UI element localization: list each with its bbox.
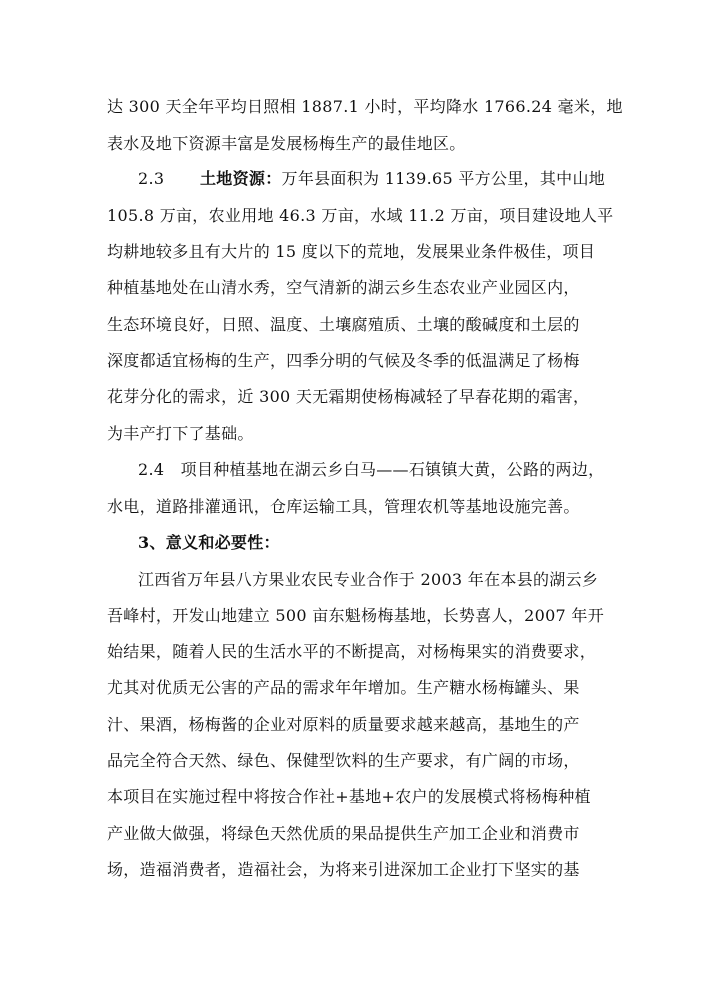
paragraph-line: 花芽分化的需求，近 300 天无霜期使杨梅减轻了早春花期的霜害， bbox=[107, 387, 590, 406]
paragraph-line: 江西省万年县八方果业农民专业合作于 2003 年在本县的湖云乡 bbox=[138, 570, 599, 589]
paragraph-line: 达 300 天全年平均日照相 1887.1 小时，平均降水 1766.24 毫米，地 bbox=[107, 97, 623, 116]
paragraph-line: 场，造福消费者，造福社会，为将来引进深加工企业打下坚实的基 bbox=[107, 860, 580, 879]
paragraph-line: 始结果，随着人民的生活水平的不断提高，对杨梅果实的消费要求， bbox=[107, 642, 597, 661]
paragraph-line: 产业做大做强，将绿色天然优质的果品提供生产加工企业和消费市 bbox=[107, 824, 580, 843]
paragraph-line: 水电，道路排灌通讯，仓库运输工具，管理农机等基地设施完善。 bbox=[107, 497, 580, 516]
paragraph-line: 汁、果酒，杨梅酱的企业对原料的质量要求越来越高，基地生的产 bbox=[107, 715, 580, 734]
paragraph-line: 尤其对优质无公害的产品的需求年年增加。生产糖水杨梅罐头、果 bbox=[107, 678, 580, 697]
paragraph-line: 深度都适宜杨梅的生产，四季分明的气候及冬季的低温满足了杨梅 bbox=[107, 351, 580, 370]
paragraph-line: 表水及地下资源丰富是发展杨梅生产的最佳地区。 bbox=[107, 134, 466, 153]
section-label: 土地资源： bbox=[200, 169, 282, 188]
paragraph-line: 本项目在实施过程中将按合作社+基地+农户的发展模式将杨梅种植 bbox=[107, 787, 591, 806]
section-2-4-line: 2.4 项目种植基地在湖云乡白马——石镇镇大黄，公路的两边， bbox=[138, 460, 605, 479]
section-number: 2.3 bbox=[138, 169, 165, 188]
paragraph-line: 均耕地较多且有大片的 15 度以下的荒地，发展果业条件极佳，项目 bbox=[107, 242, 596, 261]
paragraph-line: 为丰产打下了基础。 bbox=[107, 424, 254, 443]
paragraph-line: 105.8 万亩，农业用地 46.3 万亩，水域 11.2 万亩，项目建设地人平 bbox=[107, 206, 614, 225]
paragraph-line: 生态环境良好，日照、温度、土壤腐殖质、土壤的酸碱度和土层的 bbox=[107, 315, 580, 334]
paragraph-line: 吾峰村，开发山地建立 500 亩东魁杨梅基地，长势喜人，2007 年开 bbox=[107, 606, 605, 625]
section-text: 万年县面积为 1139.65 平方公里，其中山地 bbox=[281, 169, 606, 188]
section-heading-3: 3、意义和必要性： bbox=[138, 533, 280, 552]
section-heading-2-3 bbox=[138, 164, 605, 194]
paragraph-line: 种植基地处在山清水秀，空气清新的湖云乡生态农业产业园区内， bbox=[107, 278, 580, 297]
paragraph-line: 品完全符合天然、绿色、保健型饮料的生产要求，有广阔的市场， bbox=[107, 751, 580, 770]
